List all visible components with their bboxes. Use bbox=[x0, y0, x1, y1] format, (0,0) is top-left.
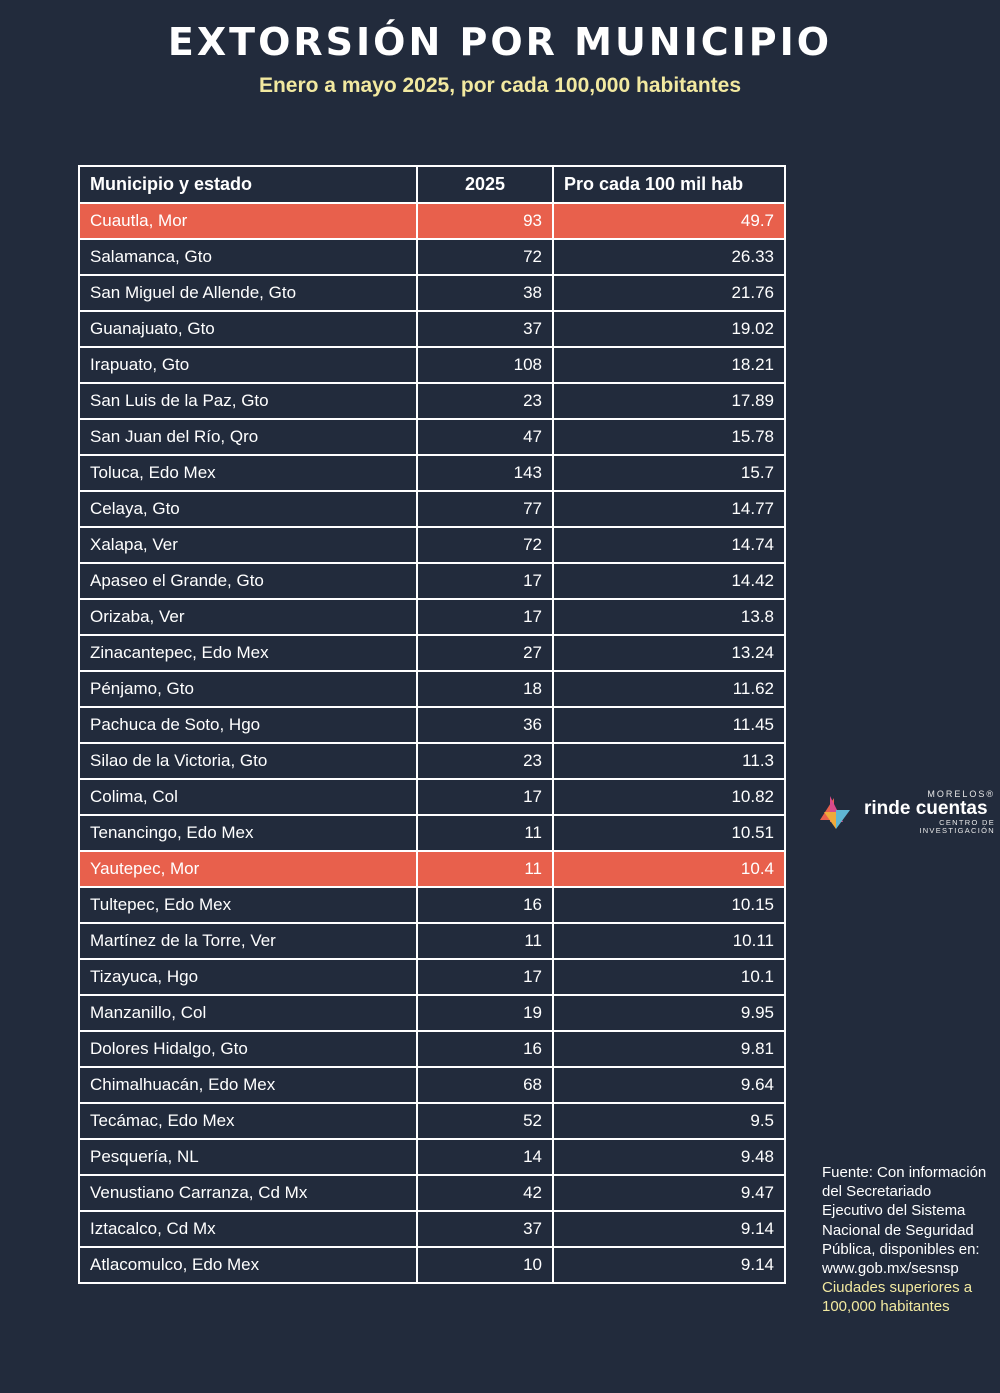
logo-tagline: CENTRO DE INVESTIGACIÓN bbox=[919, 818, 995, 836]
table-row bbox=[79, 959, 785, 995]
cell-municipio: Salamanca, Gto bbox=[79, 239, 417, 275]
table-row bbox=[79, 311, 785, 347]
cell-municipio: Orizaba, Ver bbox=[79, 599, 417, 635]
cell-2025: 37 bbox=[417, 1211, 553, 1247]
cell-tasa: 10.4 bbox=[553, 851, 785, 887]
cell-tasa: 11.3 bbox=[553, 743, 785, 779]
source-text: Fuente: Con información del Secretariado Ejecutivo del Sistema Nacional de Seguridad Pública, disponibles en: www.gob.mx/sesnsp bbox=[822, 1164, 987, 1277]
table-row bbox=[79, 1175, 785, 1211]
table-row bbox=[79, 743, 785, 779]
cell-municipio: Silao de la Victoria, Gto bbox=[79, 743, 417, 779]
cell-municipio: Venustiano Carranza, Cd Mx bbox=[79, 1175, 417, 1211]
table-row bbox=[79, 383, 785, 419]
cell-municipio: Colima, Col bbox=[79, 779, 417, 815]
table-row bbox=[79, 203, 785, 239]
cell-2025: 11 bbox=[417, 851, 553, 887]
cell-2025: 16 bbox=[417, 1031, 553, 1067]
cell-2025: 47 bbox=[417, 419, 553, 455]
cell-2025: 14 bbox=[417, 1139, 553, 1175]
cell-tasa: 9.47 bbox=[553, 1175, 785, 1211]
table-row bbox=[79, 707, 785, 743]
cell-tasa: 9.14 bbox=[553, 1211, 785, 1247]
cell-2025: 18 bbox=[417, 671, 553, 707]
table-body bbox=[79, 203, 785, 1283]
cell-2025: 108 bbox=[417, 347, 553, 383]
cell-tasa: 9.95 bbox=[553, 995, 785, 1031]
cell-tasa: 9.5 bbox=[553, 1103, 785, 1139]
cell-municipio: Manzanillo, Col bbox=[79, 995, 417, 1031]
cell-2025: 10 bbox=[417, 1247, 553, 1283]
cell-municipio: Tenancingo, Edo Mex bbox=[79, 815, 417, 851]
table-row bbox=[79, 923, 785, 959]
cell-tasa: 9.81 bbox=[553, 1031, 785, 1067]
cell-tasa: 9.64 bbox=[553, 1067, 785, 1103]
table-row bbox=[79, 779, 785, 815]
table-row bbox=[79, 563, 785, 599]
cell-2025: 93 bbox=[417, 203, 553, 239]
table-row bbox=[79, 527, 785, 563]
cell-tasa: 11.62 bbox=[553, 671, 785, 707]
cell-municipio: Toluca, Edo Mex bbox=[79, 455, 417, 491]
table-row bbox=[79, 275, 785, 311]
cell-municipio: Celaya, Gto bbox=[79, 491, 417, 527]
cell-municipio: Martínez de la Torre, Ver bbox=[79, 923, 417, 959]
cell-tasa: 14.74 bbox=[553, 527, 785, 563]
table-row bbox=[79, 239, 785, 275]
cell-tasa: 10.82 bbox=[553, 779, 785, 815]
table-header bbox=[79, 166, 785, 203]
table-row bbox=[79, 815, 785, 851]
source-highlight: Ciudades superiores a 100,000 habitantes bbox=[822, 1279, 973, 1316]
table-row bbox=[79, 347, 785, 383]
table-row bbox=[79, 887, 785, 923]
cell-municipio: Tizayuca, Hgo bbox=[79, 959, 417, 995]
cell-municipio: Dolores Hidalgo, Gto bbox=[79, 1031, 417, 1067]
cell-tasa: 10.51 bbox=[553, 815, 785, 851]
table-row bbox=[79, 671, 785, 707]
cell-tasa: 10.11 bbox=[553, 923, 785, 959]
table-row bbox=[79, 1031, 785, 1067]
cell-2025: 68 bbox=[417, 1067, 553, 1103]
cell-municipio: Atlacomulco, Edo Mex bbox=[79, 1247, 417, 1283]
cell-2025: 19 bbox=[417, 995, 553, 1031]
cell-2025: 143 bbox=[417, 455, 553, 491]
cell-tasa: 26.33 bbox=[553, 239, 785, 275]
cell-tasa: 11.45 bbox=[553, 707, 785, 743]
cell-2025: 17 bbox=[417, 599, 553, 635]
cell-tasa: 9.48 bbox=[553, 1139, 785, 1175]
table-row bbox=[79, 455, 785, 491]
cell-municipio: Tultepec, Edo Mex bbox=[79, 887, 417, 923]
cell-tasa: 9.14 bbox=[553, 1247, 785, 1283]
cell-2025: 11 bbox=[417, 815, 553, 851]
cell-2025: 42 bbox=[417, 1175, 553, 1211]
source-note bbox=[822, 1163, 994, 1317]
cell-municipio: San Luis de la Paz, Gto bbox=[79, 383, 417, 419]
table-row bbox=[79, 851, 785, 887]
cell-tasa: 17.89 bbox=[553, 383, 785, 419]
logo bbox=[820, 790, 995, 835]
cell-municipio: Iztacalco, Cd Mx bbox=[79, 1211, 417, 1247]
cell-2025: 23 bbox=[417, 383, 553, 419]
cell-tasa: 19.02 bbox=[553, 311, 785, 347]
cell-2025: 36 bbox=[417, 707, 553, 743]
logo-name: rinde cuentas bbox=[864, 798, 988, 820]
cell-2025: 38 bbox=[417, 275, 553, 311]
page-subtitle: Enero a mayo 2025, por cada 100,000 habitantes bbox=[258, 73, 742, 97]
cell-2025: 27 bbox=[417, 635, 553, 671]
cell-municipio: Yautepec, Mor bbox=[79, 851, 417, 887]
table-row bbox=[79, 419, 785, 455]
cell-tasa: 10.15 bbox=[553, 887, 785, 923]
cell-tasa: 21.76 bbox=[553, 275, 785, 311]
page-title: EXTORSIÓN POR MUNICIPIO bbox=[167, 20, 833, 64]
table-row bbox=[79, 635, 785, 671]
cell-2025: 72 bbox=[417, 239, 553, 275]
cell-tasa: 13.24 bbox=[553, 635, 785, 671]
cell-tasa: 13.8 bbox=[553, 599, 785, 635]
logo-text bbox=[864, 790, 995, 835]
cell-municipio: San Juan del Río, Qro bbox=[79, 419, 417, 455]
cell-2025: 17 bbox=[417, 563, 553, 599]
cell-municipio: Tecámac, Edo Mex bbox=[79, 1103, 417, 1139]
table-row bbox=[79, 1139, 785, 1175]
column-header-municipio: Municipio y estado bbox=[79, 166, 417, 203]
cell-tasa: 15.7 bbox=[553, 455, 785, 491]
cell-2025: 23 bbox=[417, 743, 553, 779]
cell-2025: 17 bbox=[417, 959, 553, 995]
table-row bbox=[79, 599, 785, 635]
cell-2025: 11 bbox=[417, 923, 553, 959]
table-row bbox=[79, 1067, 785, 1103]
cell-2025: 77 bbox=[417, 491, 553, 527]
column-header-2025: 2025 bbox=[417, 166, 553, 203]
cell-municipio: Pénjamo, Gto bbox=[79, 671, 417, 707]
cell-tasa: 18.21 bbox=[553, 347, 785, 383]
cell-municipio: Pachuca de Soto, Hgo bbox=[79, 707, 417, 743]
table-row bbox=[79, 1247, 785, 1283]
cell-municipio: Xalapa, Ver bbox=[79, 527, 417, 563]
table-row bbox=[79, 1211, 785, 1247]
cell-municipio: Chimalhuacán, Edo Mex bbox=[79, 1067, 417, 1103]
logo-row bbox=[820, 790, 995, 835]
cell-2025: 37 bbox=[417, 311, 553, 347]
rinde-cuentas-mark-icon bbox=[820, 796, 858, 830]
cell-2025: 72 bbox=[417, 527, 553, 563]
extortion-table-wrap bbox=[78, 165, 784, 1284]
table-row bbox=[79, 995, 785, 1031]
table-header-row bbox=[79, 166, 785, 203]
cell-2025: 52 bbox=[417, 1103, 553, 1139]
cell-tasa: 15.78 bbox=[553, 419, 785, 455]
cell-municipio: San Miguel de Allende, Gto bbox=[79, 275, 417, 311]
cell-municipio: Cuautla, Mor bbox=[79, 203, 417, 239]
extortion-table bbox=[78, 165, 786, 1284]
cell-2025: 17 bbox=[417, 779, 553, 815]
table-row bbox=[79, 491, 785, 527]
cell-municipio: Guanajuato, Gto bbox=[79, 311, 417, 347]
cell-municipio: Apaseo el Grande, Gto bbox=[79, 563, 417, 599]
logo-superscript: MORELOS® bbox=[927, 789, 995, 799]
cell-tasa: 49.7 bbox=[553, 203, 785, 239]
column-header-tasa: Pro cada 100 mil hab bbox=[553, 166, 785, 203]
cell-municipio: Pesquería, NL bbox=[79, 1139, 417, 1175]
cell-tasa: 14.77 bbox=[553, 491, 785, 527]
cell-municipio: Irapuato, Gto bbox=[79, 347, 417, 383]
cell-tasa: 10.1 bbox=[553, 959, 785, 995]
table-row bbox=[79, 1103, 785, 1139]
cell-2025: 16 bbox=[417, 887, 553, 923]
cell-municipio: Zinacantepec, Edo Mex bbox=[79, 635, 417, 671]
cell-tasa: 14.42 bbox=[553, 563, 785, 599]
